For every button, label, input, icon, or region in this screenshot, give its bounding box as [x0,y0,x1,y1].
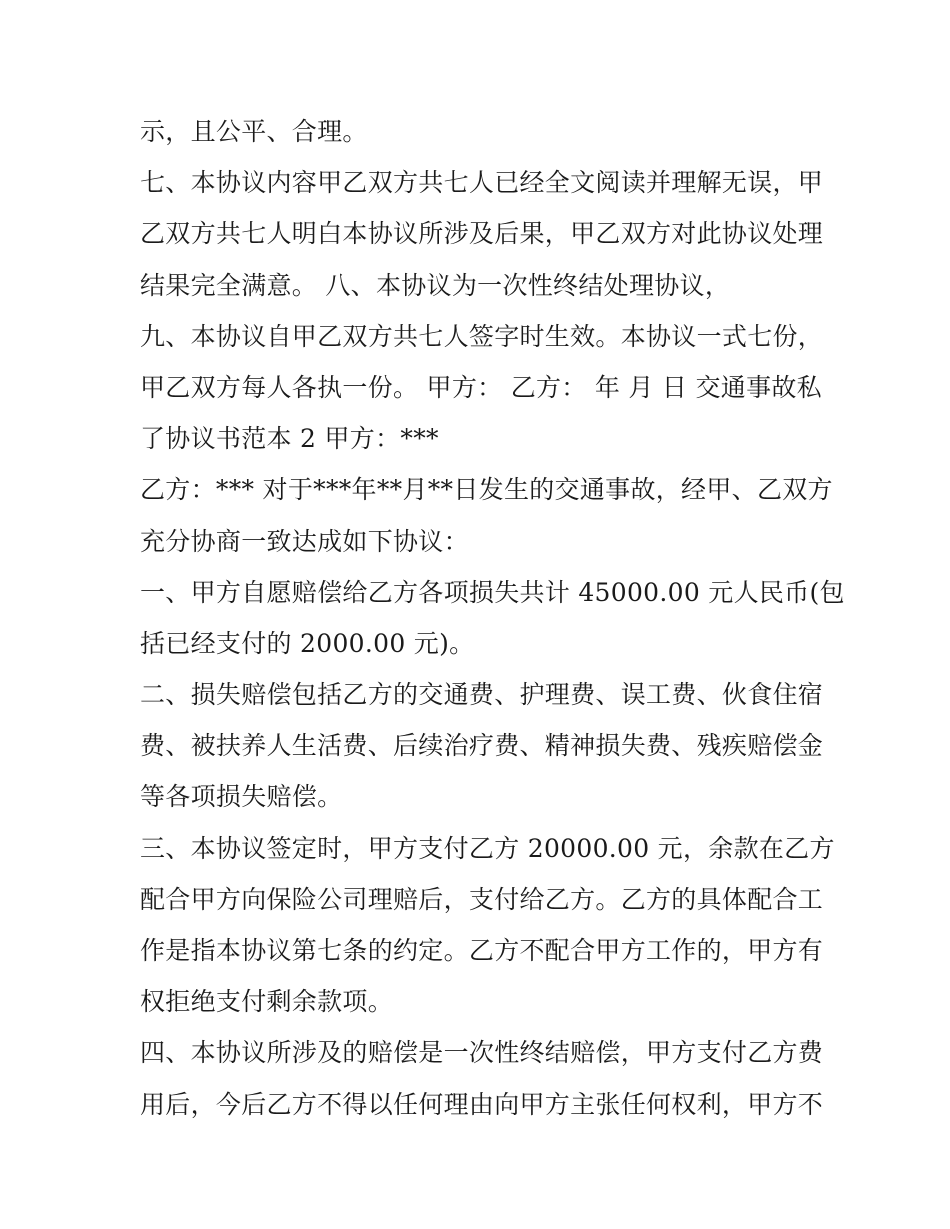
text-line: 作是指本协议第七条的约定。乙方不配合甲方工作的，甲方有 [140,936,824,965]
text-line: 一、甲方自愿赔偿给乙方各项损失共计 45000.00 元人民币(包 [140,577,845,607]
text-line: 配合甲方向保险公司理赔后，支付给乙方。乙方的具体配合工 [140,884,824,914]
text-line: 括已经支付的 2000.00 元)。 [140,628,475,658]
document-body [140,106,845,1130]
text-line: 甲乙双方每人各执一份。 甲方： 乙方： 年 月 日 交通事故私 [140,372,822,402]
text-line: 了协议书范本 2 甲方：*** [140,424,439,454]
text-line: 费、被扶养人生活费、后续治疗费、精神损失费、残疾赔偿金 [140,731,824,761]
text-line: 三、本协议签定时，甲方支付乙方 20000.00 元，余款在乙方 [140,833,835,863]
text-line: 等各项损失赔偿。 [140,782,343,812]
text-line: 权拒绝支付剩余款项。 [140,987,394,1017]
text-line: 用后，今后乙方不得以任何理由向甲方主张任何权利，甲方不 [140,1089,824,1119]
text-line: 示，且公平、合理。 [140,117,368,146]
text-line: 七、本协议内容甲乙双方共七人已经全文阅读并理解无误，甲 [140,168,824,198]
text-line: 充分协商一致达成如下协议： [140,526,469,556]
text-line: 九、本协议自甲乙双方共七人签字时生效。本协议一式七份， [140,321,824,351]
text-line: 乙双方共七人明白本协议所涉及后果，甲乙双方对此协议处理 [140,219,824,249]
text-line: 四、本协议所涉及的赔偿是一次性终结赔偿，甲方支付乙方费 [140,1038,824,1068]
text-line: 二、损失赔偿包括乙方的交通费、护理费、误工费、伙食住宿 [140,680,824,710]
text-line: 乙方：*** 对于***年**月**日发生的交通事故，经甲、乙双方 [140,475,833,505]
text-line: 结果完全满意。 八、本协议为一次性终结处理协议， [140,270,731,300]
